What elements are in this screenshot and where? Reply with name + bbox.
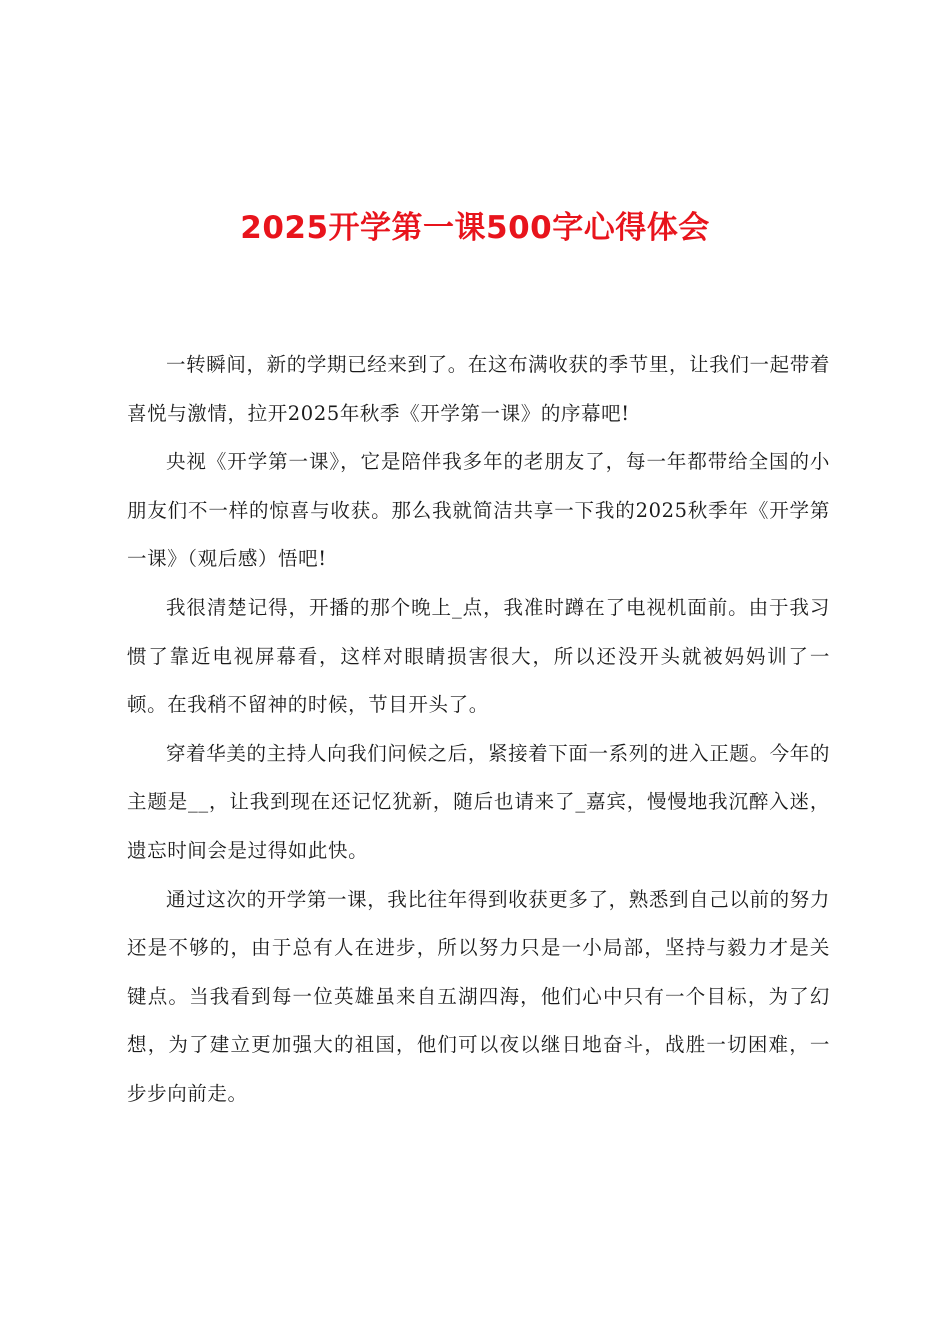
paragraph: 通过这次的开学第一课，我比往年得到收获更多了，熟悉到自己以前的努力还是不够的，由于总有人在进步，所以努力只是一小局部，坚持与毅力才是关键点。当我看到每一位英雄虽来自五湖四海，他们心中只有一个目标，为了幻想，为了建立更加强大的祖国，他们可以夜以继日地奋斗，战胜一切困难，一步步向前走。 [127,887,830,1105]
paragraph: 我很清楚记得，开播的那个晚上_点，我准时蹲在了电视机面前。由于我习惯了靠近电视屏幕看，这样对眼睛损害很大，所以还没开头就被妈妈训了一顿。在我稍不留神的时候，节目开头了。 [127,595,830,717]
paragraph: 一转瞬间，新的学期已经来到了。在这布满收获的季节里，让我们一起带着喜悦与激情，拉开2025年秋季《开学第一课》的序幕吧! [127,353,830,425]
document-body [127,341,830,1119]
document-title: 2025开学第一课500字心得体会 [240,210,710,246]
paragraph: 央视《开学第一课》，它是陪伴我多年的老朋友了，每一年都带给全国的小朋友们不一样的惊喜与收获。那么我就简洁共享一下我的2025秋季年《开学第一课》（观后感）悟吧! [127,450,830,571]
paragraph: 穿着华美的主持人向我们问候之后，紧接着下面一系列的进入正题。今年的主题是__，让我到现在还记忆犹新，随后也请来了_嘉宾，慢慢地我沉醉入迷，遗忘时间会是过得如此快。 [127,741,830,862]
